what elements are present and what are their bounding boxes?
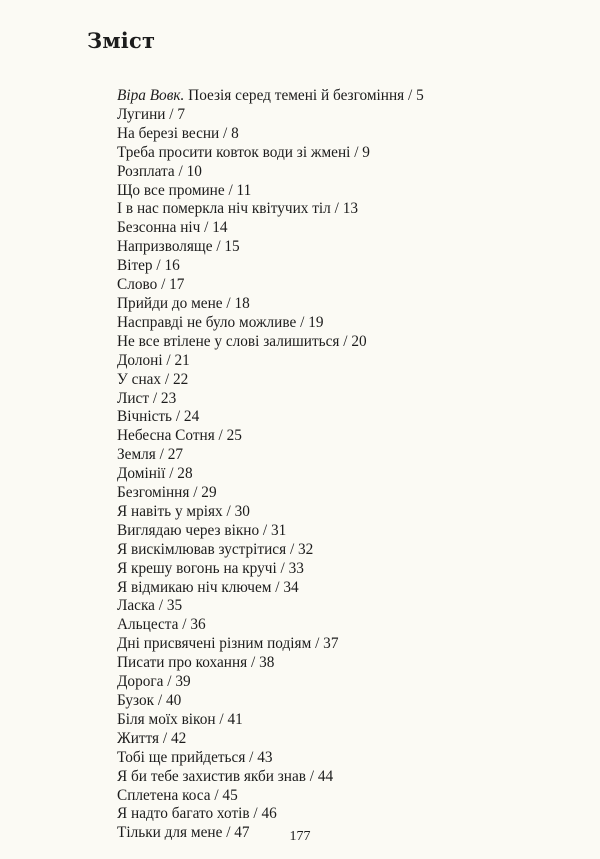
toc-entry: Прийди до мене / 18	[117, 294, 250, 312]
toc-entry: Лист / 23	[117, 389, 177, 407]
toc-entry: Дорога / 39	[117, 673, 191, 691]
toc-entry: Не все втілене у слові залишиться / 20	[117, 332, 367, 350]
toc-entry: Вічність / 24	[117, 408, 200, 426]
toc-entry: Сплетена коса / 45	[117, 786, 238, 804]
toc-entry: Альцеста / 36	[117, 616, 206, 634]
toc-entry: Розплата / 10	[117, 162, 202, 180]
toc-entry: Писати про кохання / 38	[117, 654, 275, 672]
toc-entry: Виглядаю через вікно / 31	[117, 521, 287, 539]
toc-entry-author: Віра Вовк.	[117, 87, 185, 104]
toc-entry: Біля моїх вікон / 41	[117, 710, 243, 728]
toc-entry: Безгоміння / 29	[117, 484, 217, 502]
toc-entry: У снах / 22	[117, 370, 189, 388]
toc-entry: Бузок / 40	[117, 692, 182, 709]
page-title: Зміст	[87, 28, 156, 53]
toc-entry: Дні присвячені різним подіям / 37	[117, 635, 339, 653]
toc-entry: Домінії / 28	[117, 465, 193, 483]
toc-entry: Що все промине / 11	[117, 181, 252, 199]
toc-entry: Вітер / 16	[117, 257, 180, 275]
toc-entry: Життя / 42	[117, 729, 187, 747]
toc-entry: Небесна Сотня / 25	[117, 427, 242, 445]
toc-entry: І в нас померкла ніч квітучих тіл / 13	[117, 200, 359, 218]
toc-entry: Я би тебе захистив якби знав / 44	[117, 767, 334, 785]
toc-entry: Я навіть у мріях / 30	[117, 502, 250, 520]
toc-entry: Напризволяще / 15	[117, 238, 240, 256]
toc-entry: Безсонна ніч / 14	[117, 219, 228, 237]
toc-entry: Ласка / 35	[117, 597, 183, 615]
table-of-contents	[117, 87, 424, 843]
toc-entry: Треба просити ковток води зі жмені / 9	[117, 143, 370, 161]
toc-entry: Я надто багато хотів / 46	[117, 805, 277, 823]
toc-entry: Долоні / 21	[117, 351, 190, 369]
toc-entry: Тобі ще прийдеться / 43	[117, 748, 273, 766]
toc-entry: На березі весни / 8	[117, 124, 239, 142]
page-number: 177	[289, 829, 311, 844]
toc-entry: Слово / 17	[117, 276, 185, 294]
toc-entry: Земля / 27	[117, 446, 183, 464]
toc-entry-title: Поезія серед темені й безгоміння / 5	[184, 87, 424, 104]
toc-entry: Насправді не було можливе / 19	[117, 313, 324, 331]
toc-entry: Я відмикаю ніч ключем / 34	[117, 578, 299, 596]
toc-entry: Я крешу вогонь на кручі / 33	[117, 559, 304, 577]
toc-entry: Я вискімлював зустрітися / 32	[117, 540, 314, 558]
toc-entry: Тільки для мене / 47	[117, 824, 250, 842]
toc-entry-intro	[117, 87, 424, 106]
toc-entry: Лугини / 7	[117, 105, 186, 123]
